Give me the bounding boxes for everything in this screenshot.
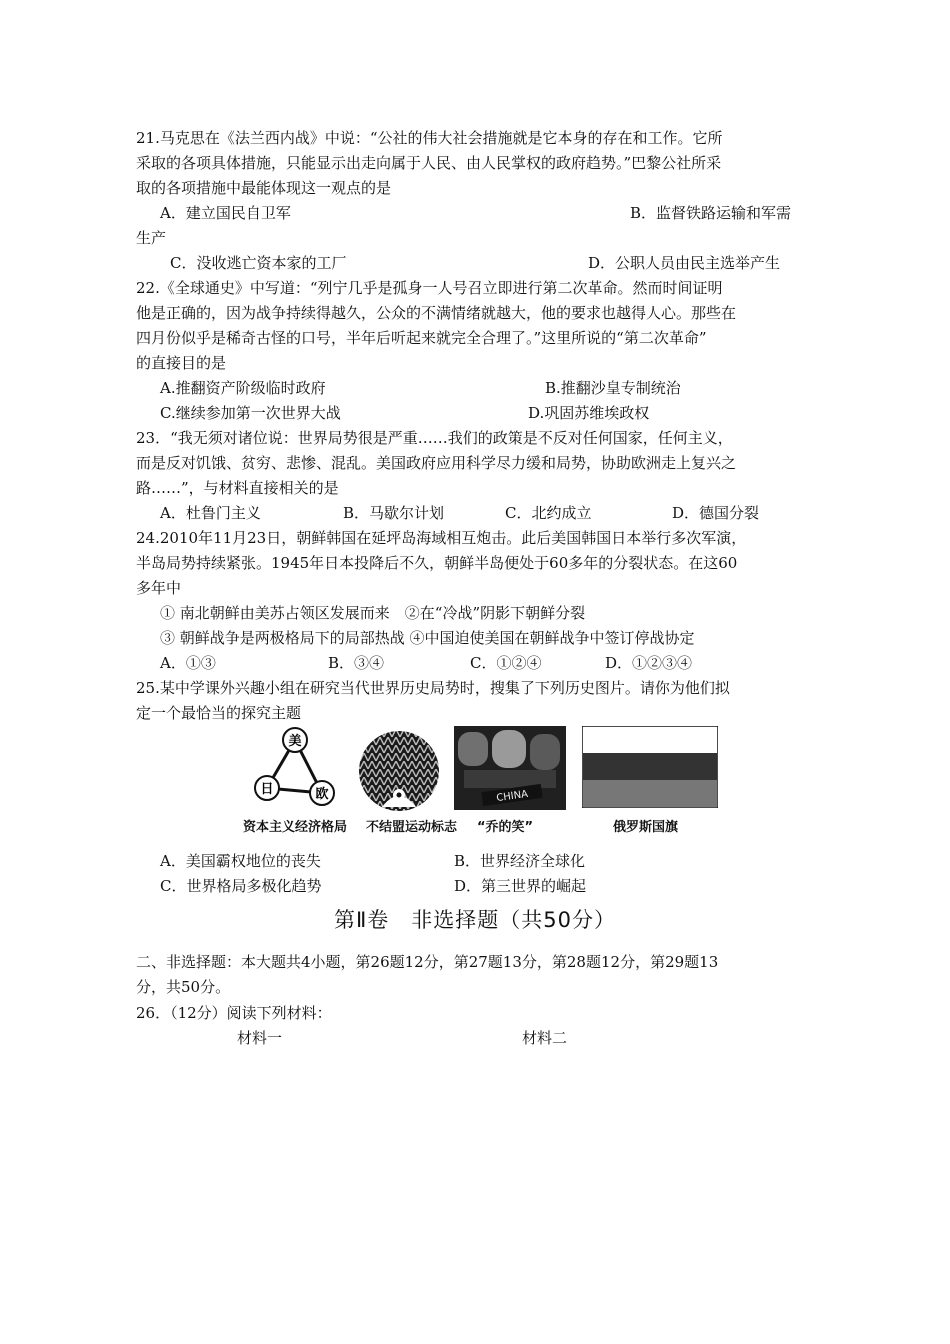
q25-stem-line-1: 25.某中学课外兴趣小组在研究当代世界历史局势时，搜集了下列历史图片。请你为他们拟	[136, 679, 730, 697]
q23-stem-line-2: 而是反对饥饿、贫穷、悲惨、混乱。美国政府应用科学尽力缓和局势，协助欧洲走上复兴之	[136, 454, 737, 472]
part-2-title: 第Ⅱ卷 非选择题（共50分）	[333, 908, 617, 932]
q21-stem-line-2: 采取的各项具体措施，只能显示出走向属于人民、由人民掌权的政府趋势。”巴黎公社所采	[136, 154, 722, 172]
node-usa: 美	[288, 734, 302, 749]
q25-option-d: D．第三世界的崛起	[454, 877, 587, 895]
q24-stem-line-1: 24.2010年11月23日，朝鲜韩国在延坪岛海域相互炮击。此后美国韩国日本举行多次军演，	[136, 529, 747, 547]
caption-russian-flag: 俄罗斯国旗	[613, 820, 679, 835]
caption-non-aligned-movement: 不结盟运动标志	[366, 820, 458, 835]
q24-stem-line-3: 多年中	[136, 579, 182, 597]
q26-heading: 26．（12分）阅读下列材料：	[136, 1004, 332, 1022]
caption-joes-laugh: “乔的笑”	[477, 820, 534, 835]
q25-stem-line-2: 定一个最恰当的探究主题	[136, 704, 302, 722]
q23-option-c: C．北约成立	[505, 504, 592, 522]
q21-option-d: D．公职人员由民主选举产生	[588, 254, 781, 272]
q22-option-d: D.巩固苏维埃政权	[528, 404, 650, 422]
q24-option-a: A．①③	[160, 654, 216, 672]
caption-capitalist-economic-pattern: 资本主义经济格局	[243, 820, 348, 835]
q23-stem-line-1: 23．“我无须对诸位说：世界局势很是严重……我们的政策是不反对任何国家，任何主义，	[136, 429, 733, 447]
q23-stem-line-3: 路……”，与材料直接相关的是	[136, 479, 339, 497]
material-one-label: 材料一	[237, 1029, 283, 1047]
q21-stem-line-1: 21.马克思在《法兰西内战》中说：“公社的伟大社会措施就是它本身的存在和工作。它所	[136, 129, 723, 147]
node-europe: 欧	[315, 787, 329, 802]
q24-option-d: D．①②③④	[605, 654, 693, 672]
q23-option-d: D．德国分裂	[672, 504, 760, 522]
q21-stem-line-3: 取的各项措施中最能体现这一观点的是	[136, 179, 392, 197]
q23-option-b: B．马歇尔计划	[343, 504, 445, 522]
china-sign-text: CHINA	[495, 788, 529, 805]
capitalist-economic-pattern-diagram	[242, 726, 354, 808]
russian-flag	[582, 726, 718, 808]
q24-stem-line-2: 半岛局势持续紧张。1945年日本投降后不久，朝鲜半岛便处于60多年的分裂状态。在这60	[136, 554, 738, 572]
part-2-intro-line-2: 分，共50分。	[136, 978, 231, 996]
q21-option-a: A．建立国民自卫军	[160, 204, 291, 222]
q22-stem-line-2: 他是正确的，因为战争持续得越久，公众的不满情绪就越大，他的要求也越得人心。那些在	[136, 304, 737, 322]
q22-stem-line-1: 22.《全球通史》中写道：“列宁几乎是孤身一人号召立即进行第二次革命。然而时间证明	[136, 279, 723, 297]
material-two-label: 材料二	[522, 1029, 568, 1047]
q25-option-b: B．世界经济全球化	[454, 852, 586, 870]
q21-option-b-continued: 生产	[136, 229, 167, 247]
part-2-intro-line-1: 二、非选择题：本大题共4小题，第26题12分，第27题13分，第28题12分，第29题13	[136, 953, 719, 971]
q22-option-b: B.推翻沙皇专制统治	[545, 379, 681, 397]
q22-stem-line-3: 四月份似乎是稀奇古怪的口号，半年后听起来就完全合理了。”这里所说的“第二次革命”	[136, 329, 707, 347]
q24-statement-1-2: ① 南北朝鲜由美苏占领区发展而来 ②在“冷战”阴影下朝鲜分裂	[160, 604, 586, 622]
q22-option-c: C.继续参加第一次世界大战	[160, 404, 341, 422]
q22-stem-line-4: 的直接目的是	[136, 354, 227, 372]
joes-laugh-photo	[454, 726, 566, 810]
q25-option-c: C．世界格局多极化趋势	[160, 877, 322, 895]
q21-option-b: B．监督铁路运输和军需	[630, 204, 792, 222]
q21-option-c: C．没收逃亡资本家的工厂	[170, 254, 347, 272]
q25-option-a: A．美国霸权地位的丧失	[160, 852, 321, 870]
q24-option-b: B．③④	[328, 654, 385, 672]
node-japan: 日	[260, 782, 274, 797]
q24-statement-3-4: ③ 朝鲜战争是两极格局下的局部热战 ④中国迫使美国在朝鲜战争中签订停战协定	[160, 629, 695, 647]
non-aligned-movement-emblem	[352, 729, 446, 813]
q22-option-a: A.推翻资产阶级临时政府	[160, 379, 326, 397]
q24-option-c: C．①②④	[470, 654, 542, 672]
q23-option-a: A．杜鲁门主义	[160, 504, 261, 522]
